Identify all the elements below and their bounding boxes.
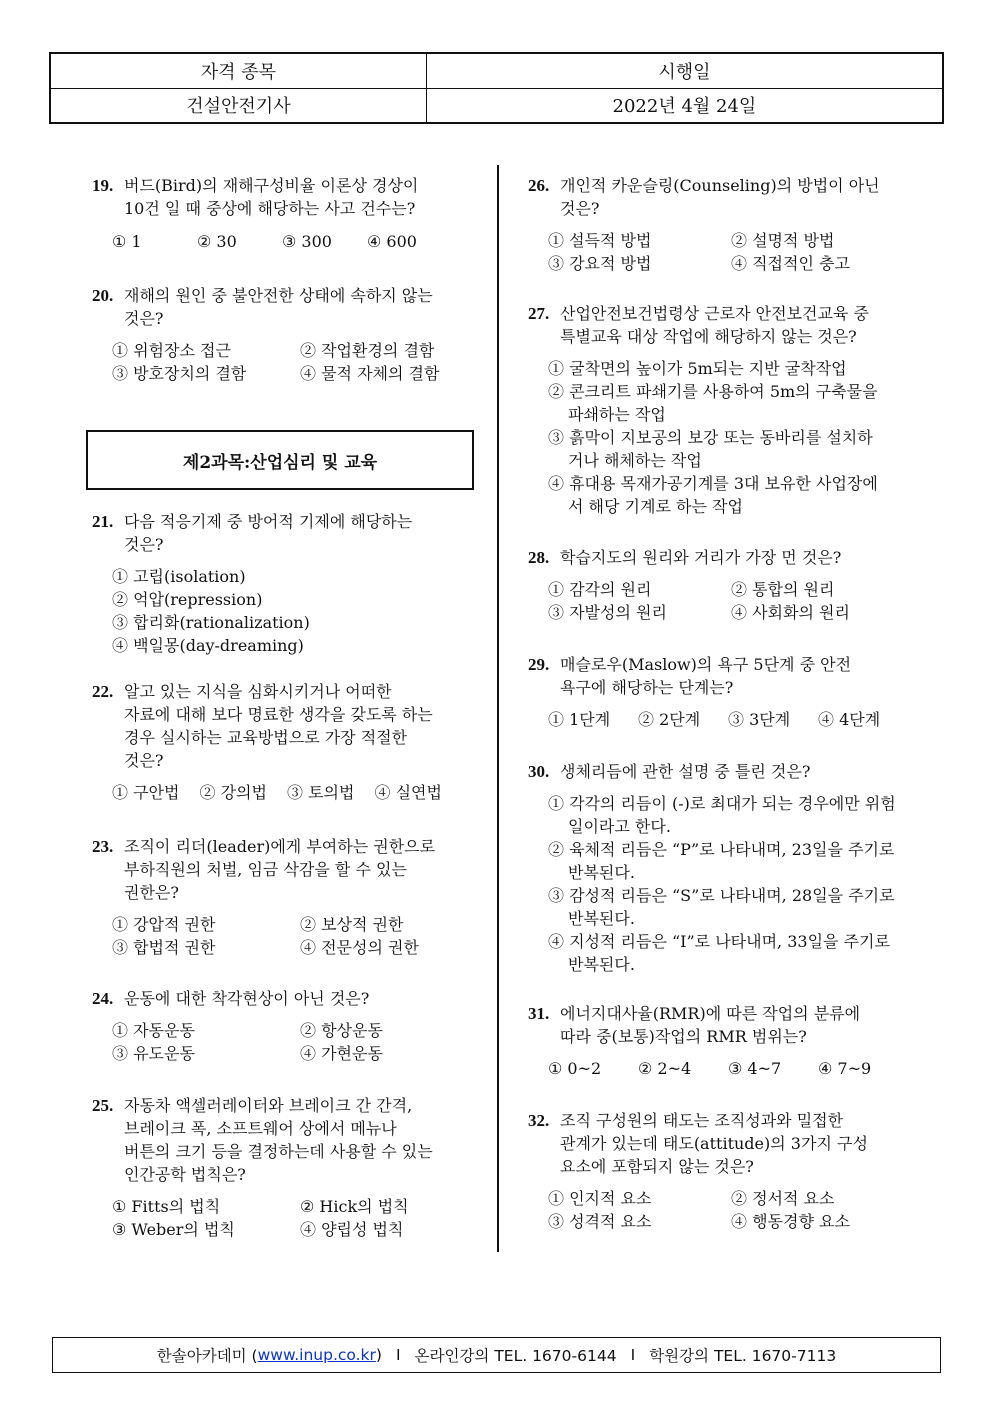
option: ③ Weber의 법칙: [112, 1220, 235, 1239]
question-line: 10건 일 때 중상에 해당하는 사고 건수는?: [124, 199, 416, 218]
option: ② 억압(repression): [112, 590, 263, 609]
question-24: [92, 987, 482, 1065]
option: ④ 휴대용 목재가공기계를 3대 보유한 사업장에서 해당 기계로 하는 작업: [548, 474, 878, 516]
question-number: 29.: [528, 655, 550, 674]
question-23: [92, 835, 482, 959]
option: ④ 양립성 법칙: [300, 1220, 404, 1239]
option: ① 위험장소 접근: [112, 341, 231, 360]
question-line: 매슬로우(Maslow)의 욕구 5단계 중 안전: [560, 655, 852, 674]
question-line: 따라 중(보통)작업의 RMR 범위는?: [560, 1027, 807, 1046]
option: ① 인지적 요소: [548, 1189, 652, 1208]
option: ② 통합의 원리: [731, 580, 835, 599]
question-number: 30.: [528, 762, 550, 781]
option: ③ 토의법: [287, 783, 355, 802]
option: ① 설득적 방법: [548, 231, 652, 250]
footer-separator: I: [395, 1346, 401, 1364]
option: ① 1: [112, 232, 142, 251]
option: ④ 4단계: [818, 710, 881, 729]
option: ① 고립(isolation): [112, 567, 246, 586]
exam-date-label: 시행일: [426, 53, 943, 88]
question-number: 24.: [92, 989, 114, 1008]
question-number: 31.: [528, 1004, 550, 1023]
option: ③ 강요적 방법: [548, 254, 652, 273]
question-line: 경우 실시하는 교육방법으로 가장 적절한: [124, 728, 408, 747]
option: ② 2단계: [638, 710, 701, 729]
option: ① 자동운동: [112, 1021, 195, 1040]
option: ② Hick의 법칙: [300, 1197, 409, 1216]
option: ③ 흙막이 지보공의 보강 또는 동바리를 설치하거나 해체하는 작업: [548, 428, 873, 470]
option: ④ 실연법: [374, 783, 442, 802]
question-number: 20.: [92, 286, 114, 305]
question-29: [528, 653, 908, 731]
option: ① 강압적 권한: [112, 915, 216, 934]
question-line: 조직이 리더(leader)에게 부여하는 권한으로: [124, 837, 436, 856]
option: ① 굴착면의 높이가 5m되는 지반 굴착작업: [548, 359, 847, 378]
option: ④ 지성적 리듬은 “I”로 나타내며, 33일을 주기로 반복된다.: [548, 932, 890, 974]
question-number: 25.: [92, 1096, 114, 1115]
question-number: 27.: [528, 304, 550, 323]
option: ④ 7~9: [818, 1059, 872, 1078]
footer-separator: I: [630, 1346, 636, 1364]
question-32: [528, 1109, 908, 1233]
question-number: 19.: [92, 176, 114, 195]
option: ② 보상적 권한: [300, 915, 404, 934]
subject-heading: 제2과목:산업심리 및 교육: [86, 430, 474, 490]
question-line: 권한은?: [124, 883, 179, 902]
question-20: [92, 284, 482, 385]
question-number: 21.: [92, 512, 114, 531]
question-line: 요소에 포함되지 않는 것은?: [560, 1157, 754, 1176]
question-line: 생체리듬에 관한 설명 중 틀린 것은?: [560, 762, 811, 781]
option: ③ 합리화(rationalization): [112, 613, 310, 632]
question-line: 조직 구성원의 태도는 조직성과와 밀접한: [560, 1111, 844, 1130]
exam-type-label: 자격 종목: [50, 53, 426, 88]
option: ④ 행동경향 요소: [731, 1212, 850, 1231]
footer-bar: [52, 1337, 941, 1373]
option: ④ 직접적인 충고: [731, 254, 850, 273]
question-line: 산업안전보건법령상 근로자 안전보건교육 중: [560, 304, 869, 323]
question-31: [528, 1002, 908, 1080]
exam-date-value: 2022년 4월 24일: [426, 88, 943, 123]
option: ② 정서적 요소: [731, 1189, 835, 1208]
question-line: 버튼의 크기 등을 결정하는데 사용할 수 있는: [124, 1142, 433, 1161]
option: ④ 600: [367, 232, 417, 251]
option: ③ 자발성의 원리: [548, 603, 667, 622]
option: ① 감각의 원리: [548, 580, 652, 599]
option: ① 1단계: [548, 710, 611, 729]
question-line: 브레이크 폭, 소프트웨어 상에서 메뉴나: [124, 1119, 397, 1138]
question-number: 22.: [92, 682, 114, 701]
question-line: 버드(Bird)의 재해구성비율 이론상 경상이: [124, 176, 419, 195]
question-line: 개인적 카운슬링(Counseling)의 방법이 아닌: [560, 176, 880, 195]
option: ② 육체적 리듬은 “P”로 나타내며, 23일을 주기로 반복된다.: [548, 840, 895, 882]
question-19: [92, 174, 452, 253]
question-line: 알고 있는 지식을 심화시키거나 어떠한: [124, 682, 392, 701]
exam-type-value: 건설안전기사: [50, 88, 426, 123]
question-line: 인간공학 법칙은?: [124, 1165, 246, 1184]
option: ④ 사회화의 원리: [731, 603, 850, 622]
option: ③ 300: [282, 232, 332, 251]
option: ④ 가현운동: [300, 1044, 383, 1063]
question-line: 특별교육 대상 작업에 해당하지 않는 것은?: [560, 327, 857, 346]
option: ② 설명적 방법: [731, 231, 835, 250]
option: ② 강의법: [199, 783, 267, 802]
option: ② 콘크리트 파쇄기를 사용하여 5m의 구축물을 파쇄하는 작업: [548, 382, 878, 424]
question-number: 28.: [528, 548, 550, 567]
question-28: [528, 546, 908, 624]
question-line: 에너지대사율(RMR)에 따른 작업의 분류에: [560, 1004, 861, 1023]
question-number: 23.: [92, 837, 114, 856]
option: ② 30: [197, 232, 237, 251]
footer-website-link[interactable]: www.inup.co.kr: [257, 1346, 376, 1364]
option: ② 작업환경의 결함: [300, 341, 435, 360]
footer-academy-close: ): [375, 1346, 382, 1364]
question-line: 자료에 대해 보다 명료한 생각을 갖도록 하는: [124, 705, 433, 724]
option: ① Fitts의 법칙: [112, 1197, 221, 1216]
question-line: 것은?: [124, 535, 164, 554]
option: ③ 감성적 리듬은 “S”로 나타내며, 28일을 주기로 반복된다.: [548, 886, 895, 928]
question-number: 32.: [528, 1111, 550, 1130]
question-22: [92, 680, 482, 804]
option: ③ 유도운동: [112, 1044, 195, 1063]
question-line: 재해의 원인 중 불안전한 상태에 속하지 않는: [124, 286, 433, 305]
option: ③ 합법적 권한: [112, 938, 216, 957]
option: ① 0~2: [548, 1059, 602, 1078]
option: ④ 물적 자체의 결함: [300, 364, 440, 383]
footer-academy: 한솔아카데미 (: [156, 1347, 258, 1365]
question-line: 것은?: [124, 309, 164, 328]
question-21: [92, 510, 482, 657]
question-line: 부하직원의 처벌, 임금 삭감을 할 수 있는: [124, 860, 407, 879]
option: ③ 성격적 요소: [548, 1212, 652, 1231]
footer-offline-tel: 학원강의 TEL. 1670-7113: [649, 1347, 837, 1365]
column-divider: [497, 165, 499, 1252]
option: ④ 전문성의 권한: [300, 938, 419, 957]
question-line: 운동에 대한 착각현상이 아닌 것은?: [124, 989, 370, 1008]
question-line: 자동차 액셀러레이터와 브레이크 간 간격,: [124, 1096, 413, 1115]
option: ② 항상운동: [300, 1021, 383, 1040]
question-line: 것은?: [560, 199, 600, 218]
question-number: 26.: [528, 176, 550, 195]
question-26: [528, 174, 908, 275]
question-line: 욕구에 해당하는 단계는?: [560, 678, 734, 697]
question-27: [528, 302, 908, 518]
question-line: 관계가 있는데 태도(attitude)의 3가지 구성: [560, 1134, 868, 1153]
question-30: [528, 760, 908, 976]
option: ④ 백일몽(day-dreaming): [112, 636, 304, 655]
option: ③ 4~7: [728, 1059, 782, 1078]
question-25: [92, 1094, 482, 1241]
question-line: 다음 적응기제 중 방어적 기제에 해당하는: [124, 512, 413, 531]
exam-info-table: [49, 52, 944, 124]
footer-online-tel: 온라인강의 TEL. 1670-6144: [414, 1347, 617, 1365]
option: ① 구안법: [112, 783, 180, 802]
option: ③ 3단계: [728, 710, 791, 729]
option: ② 2~4: [638, 1059, 692, 1078]
option: ③ 방호장치의 결함: [112, 364, 247, 383]
question-line: 학습지도의 원리와 거리가 가장 먼 것은?: [560, 548, 842, 567]
question-line: 것은?: [124, 751, 164, 770]
option: ① 각각의 리듬이 (-)로 최대가 되는 경우에만 위험일이라고 한다.: [548, 794, 896, 836]
